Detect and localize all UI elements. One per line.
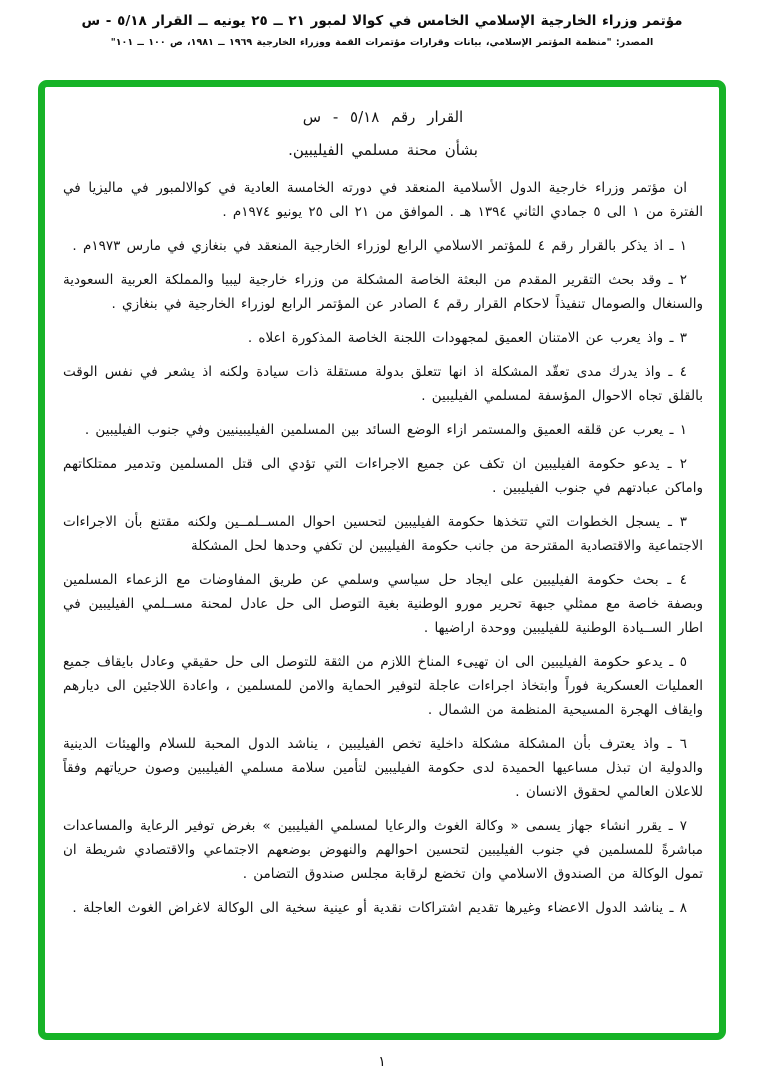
operative-item-3: ٣ ـ يسجل الخطوات التي تتخذها حكومة الفيليبين لتحسين احوال المســلمــين ولكنه مقتنع بأن الاجراءات الاجتماعية والاقتصادية المقترحة من جانب حكومة الفيليبين لن تكفي وحدها لحل المشكلة xyxy=(63,514,703,554)
header-conference-title: مؤتمر وزراء الخارجية الإسلامي الخامس في كوالا لمبور ٢١ ــ ٢٥ يونيه ــ القرار ٥/١٨ - س xyxy=(81,13,683,29)
header-source-citation: المصدر: "منظمة المؤتمر الإسلامي، بيانات وقرارات مؤتمرات القمة ووزراء الخارجية ١٩٦٩ ــ ١٩٨١، ص ١٠٠ ــ ١٠١" xyxy=(110,37,654,48)
resolution-highlight-frame xyxy=(38,80,726,1040)
document-header xyxy=(0,13,764,48)
resolution-number-title: القرار رقم ٥/١٨ - س xyxy=(302,108,464,126)
preamble-item-1: ١ ـ اذ يذكر بالقرار رقم ٤ للمؤتمر الاسلامي الرابع لوزراء الخارجية المنعقد في بنغازي في مارس ١٩٧٣م . xyxy=(72,238,687,254)
operative-item-1: ١ ـ يعرب عن قلقه العميق والمستمر ازاء الوضع السائد بين المسلمين الفيليبينيين وفي جنوب الفيليبين . xyxy=(84,422,687,438)
operative-item-8: ٨ ـ يناشد الدول الاعضاء وغيرها تقديم اشتراكات نقدية أو عينية سخية الى الوكالة لاغراض الغوث العاجلة . xyxy=(72,900,687,916)
operative-item-6: ٦ ـ واذ يعترف بأن المشكلة مشكلة داخلية تخص الفيليبين ، يناشد الدول المحبة للسلام والهيئات الدينية والدولية ان تبذل مساعيها الحميدة لدى حكومة الفيليبين لتأمين سلامة مسلمي الفيليبين وصون حرياتهم وفقاً للاعلان العالمي لحقوق الانسان . xyxy=(63,736,703,800)
resolution-subject-title: بشأن محنة مسلمي الفيليبين. xyxy=(288,141,478,159)
operative-item-5: ٥ ـ يدعو حكومة الفيليبين الى ان تهيىء المناخ اللازم من الثقة للتوصل الى حل حقيقي وعادل بايقاف جميع العمليات العسكرية فوراً وابتخاذ اجراءات عاجلة لتوفير الحماية والامن للمسلمين ، واعادة اللاجئين الى ديارهم وايقاف الهجرة المسيحية المنظمة من الشمال . xyxy=(63,654,703,718)
operative-item-2: ٢ ـ يدعو حكومة الفيليبين ان تكف عن جميع الاجراءات التي تؤدي الى قتل المسلمين وتدمير ممتلكاتهم واماكن عبادتهم في جنوب الفيليبين . xyxy=(63,456,703,496)
preamble-item-4: ٤ ـ واذ يدرك مدى تعقّد المشكلة اذ انها تتعلق بدولة مستقلة ذات سيادة ولكنه اذ يشعر في نفس الوقت بالقلق تجاه الاحوال المؤسفة لمسلمي الفيليبين . xyxy=(63,364,703,404)
operative-item-7: ٧ ـ يقرر انشاء جهاز يسمى « وكالة الغوث والرعايا لمسلمي الفيليبين » بغرض توفير الرعاية والمساعدات مباشرةً للمسلمين في جنوب الفيليبين لتحسين احوالهم والنهوض بوضعهم الاجتماعي والاقتصادي شريطة ان تمول الوكالة من الصندوق الاسلامي وان تخضع لرقابة مجلس صندوق التضامن . xyxy=(63,818,703,882)
preamble-item-3: ٣ ـ واذ يعرب عن الامتنان العميق لمجهودات اللجنة الخاصة المذكورة اعلاه . xyxy=(247,330,687,346)
operative-item-4: ٤ ـ بحث حكومة الفيليبين على ايجاد حل سياسي وسلمي عن طريق المفاوضات مع الزعماء المسلمين وبصفة خاصة مع ممثلي جبهة تحرير مورو الوطنية بغية التوصل الى حل عادل لمحنة مســلمي الفيليبين في اطار الســيادة الوطنية للفيليبين ووحدة اراضيها . xyxy=(63,572,703,636)
page-number: ١ xyxy=(378,1054,386,1070)
resolution-opening-paragraph: ان مؤتمر وزراء خارجية الدول الأسلامية المنعقد في دورته الخامسة العادية في كوالالمبور في ماليزيا في الفترة من ١ الى ٥ جمادي الثاني ١٣٩٤ هـ . الموافق من ٢١ الى ٢٥ يونيو ١٩٧٤م . xyxy=(63,180,703,220)
preamble-item-2: ٢ ـ وقد بحث التقرير المقدم من البعثة الخاصة المشكلة من وزراء خارجية ليبيا والمملكة العربية السعودية والسنغال والصومال تنفيذاً لاحكام القرار رقم ٤ الصادر عن المؤتمر الرابع لوزراء الخارجية في بنغازي . xyxy=(63,272,703,312)
